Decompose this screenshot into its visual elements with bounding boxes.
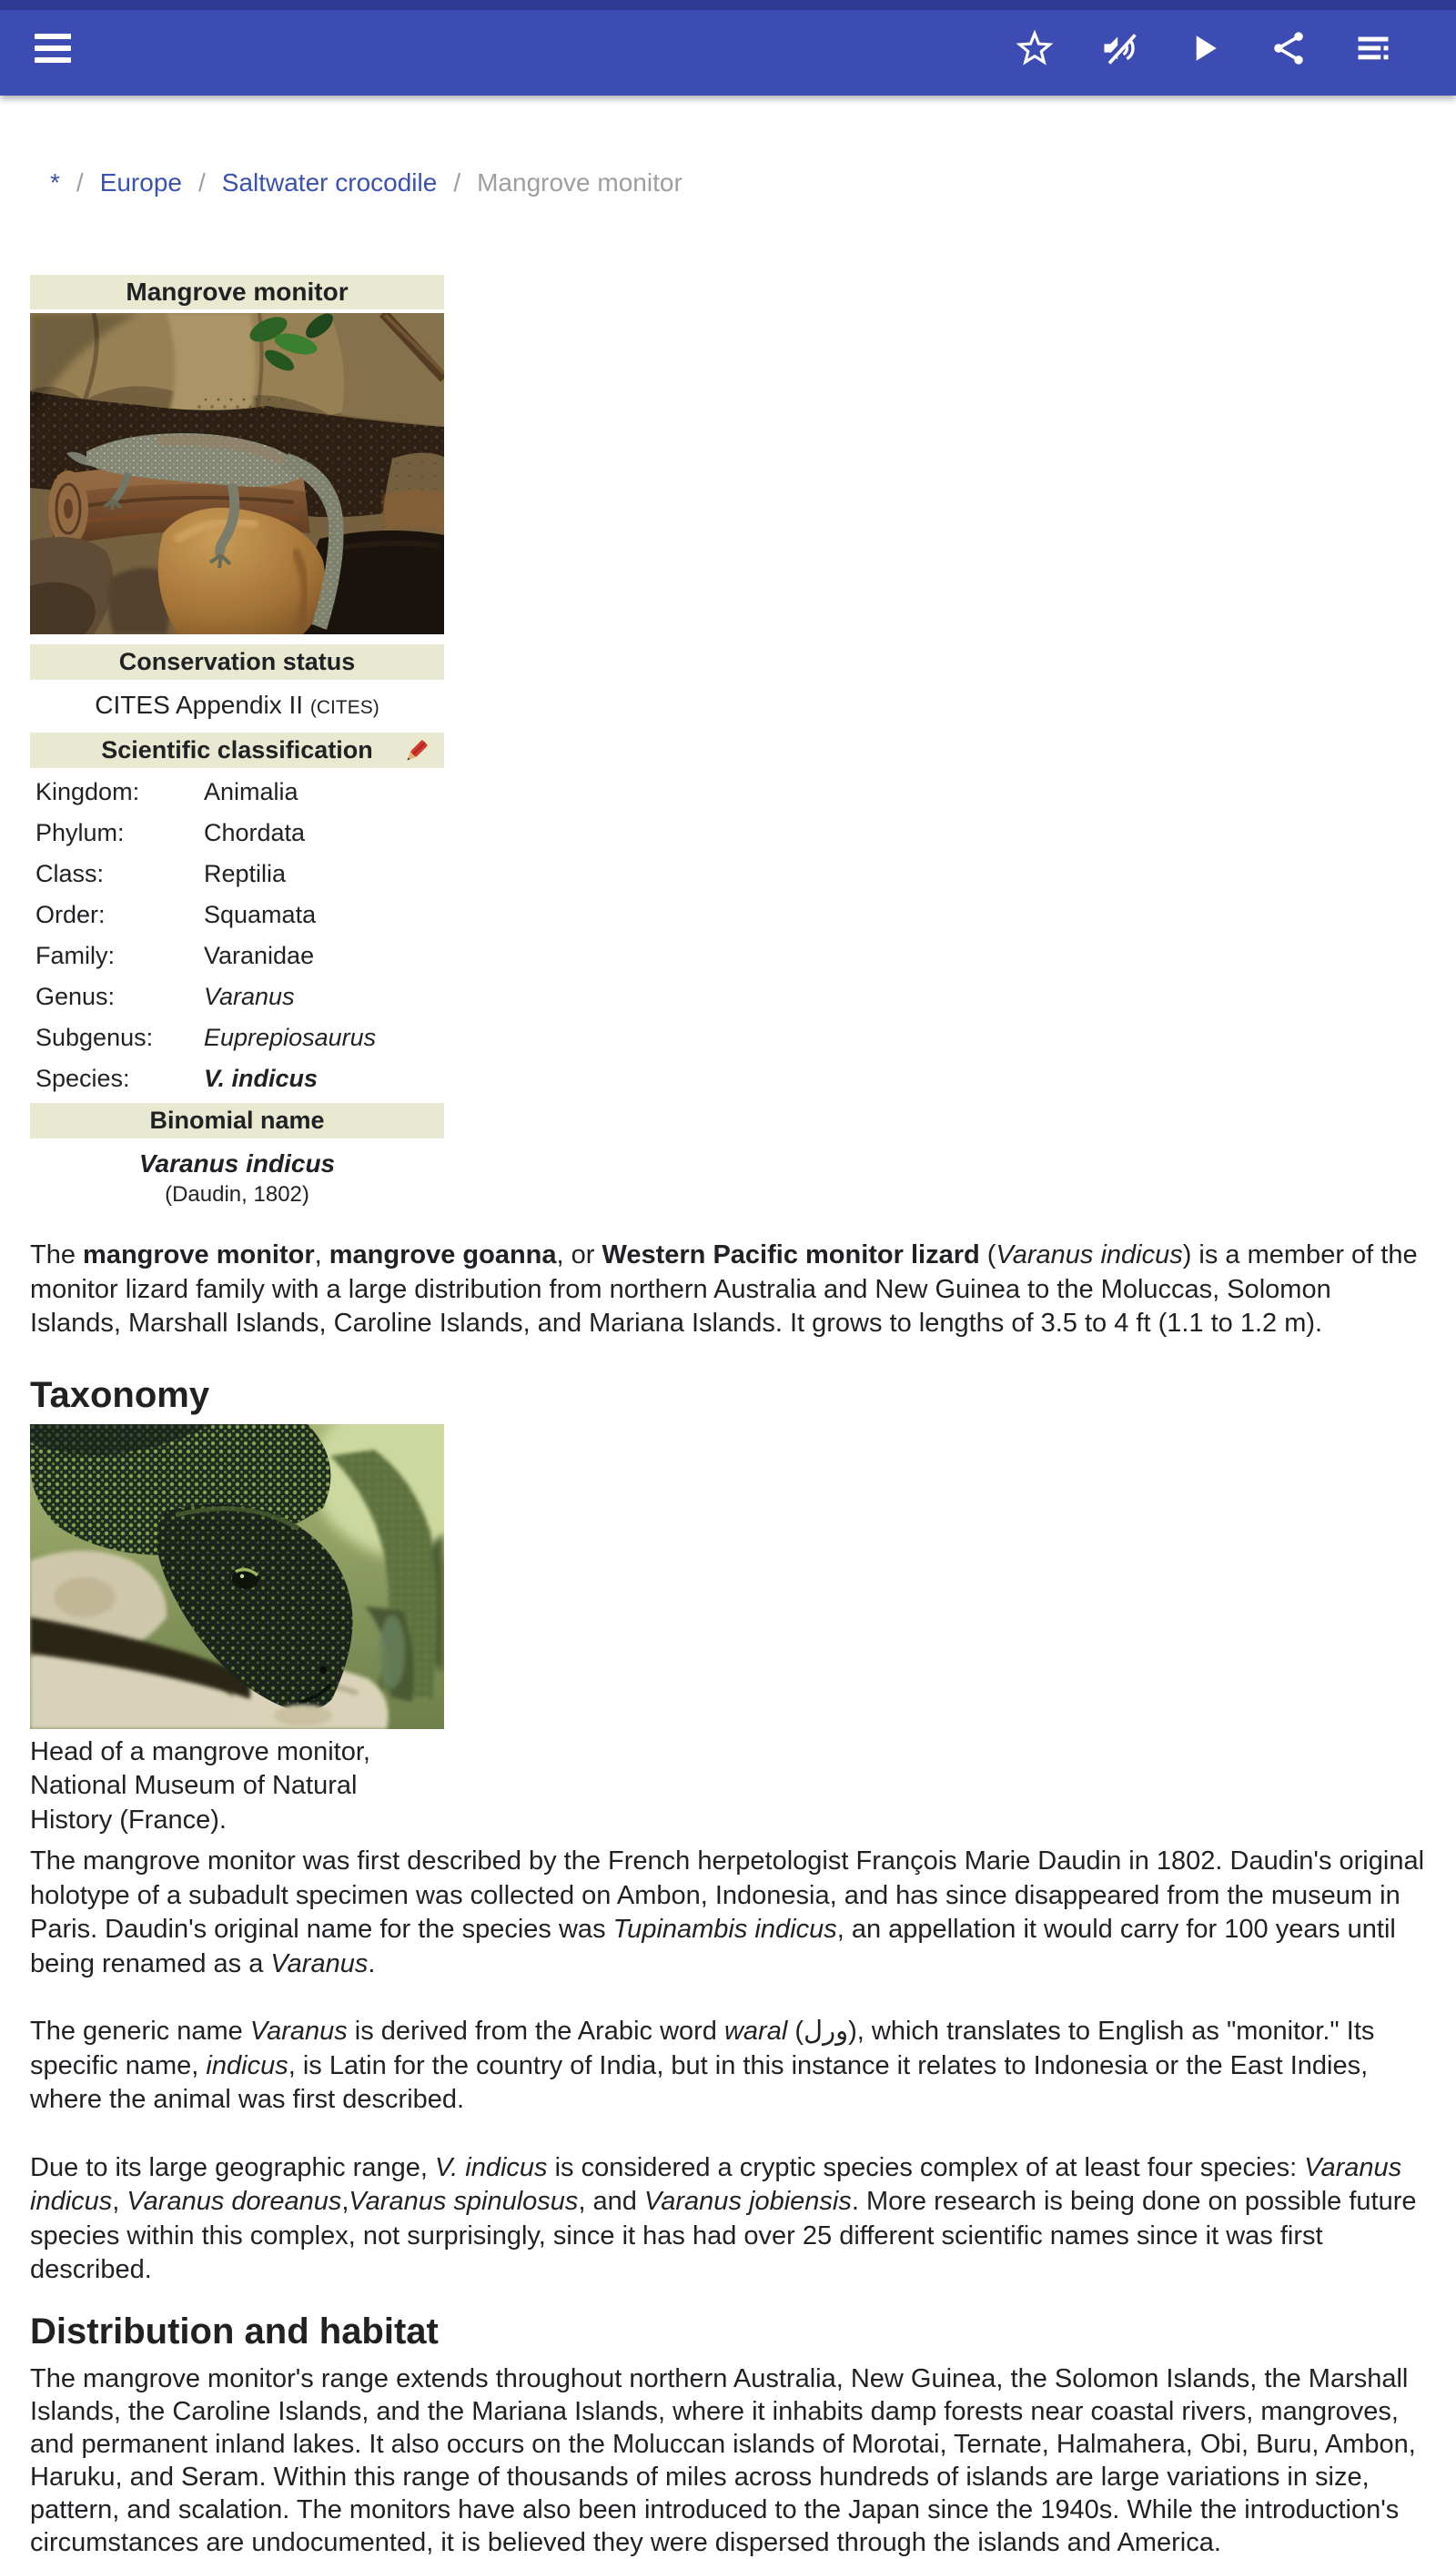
- volume-off-icon[interactable]: [1098, 27, 1140, 69]
- star-icon[interactable]: [1014, 27, 1056, 69]
- taxo-label: Class:: [35, 860, 105, 887]
- taxo-label: Genus:: [35, 983, 116, 1010]
- menu-icon[interactable]: [35, 21, 89, 76]
- lead-paragraph: The mangrove monitor, mangrove goanna, or Western Pacific monitor lizard (Varanus indicus) is a member of the monitor lizard family with a large distribution from northern Australia and New Guinea to the Moluccas, Solomon Islands, Marshall Islands, Caroline Islands, and Mariana Islands. It grows to lengths of 3.5 to 4 ft (1.1 to 1.2 m).: [30, 1240, 1418, 1338]
- classification-header-label: Scientific classification: [101, 736, 373, 764]
- section-heading-distribution: Distribution and habitat: [30, 2311, 439, 2352]
- taxo-value: V. indicus: [204, 1065, 318, 1092]
- taxonomy-row-order: [30, 895, 444, 936]
- species-infobox: [30, 275, 444, 1215]
- distribution-paragraph-1: The mangrove monitor's range extends throughout northern Australia, New Guinea, the Solomon Islands, the Marshall Islands, the Caroline Islands, and the Mariana Islands, where it inhabits damp forests near coastal rivers, mangroves, and permanent inland lakes. It also occurs on the Moluccan islands of Morotai, Ternate, Halmahera, Obi, Buru, Ambon, Haruku, and Seram. Within this range of thousands of miles across hundreds of islands are large variations in size, pattern, and scalation. The monitors have also been introduced to the Japan since the 1940s. While the introduction's circumstances are undocumented, it is believed they were dispersed through the islands and America.: [30, 2363, 1416, 2557]
- taxo-value: Varanidae: [204, 942, 315, 969]
- breadcrumb-link-root[interactable]: *: [50, 168, 60, 197]
- binomial-name: Varanus indicus: [138, 1149, 336, 1178]
- taxonomy-row-family: [30, 936, 444, 976]
- taxo-value: Euprepiosaurus: [204, 1024, 377, 1051]
- taxo-label: Phylum:: [35, 819, 125, 846]
- section-heading-taxonomy: Taxonomy: [30, 1374, 210, 1415]
- breadcrumb-current-page: Mangrove monitor: [477, 168, 682, 197]
- binomial-name-header: Binomial name: [30, 1103, 444, 1138]
- breadcrumb-separator: /: [197, 168, 206, 197]
- breadcrumb: [0, 96, 1456, 197]
- taxo-value: Reptilia: [204, 860, 287, 887]
- conservation-status-header: Conservation status: [30, 644, 444, 680]
- play-icon[interactable]: [1183, 27, 1225, 69]
- taxo-label: Kingdom:: [35, 778, 140, 805]
- taxonomy-image[interactable]: [30, 1424, 444, 1729]
- infobox-image[interactable]: [30, 313, 444, 641]
- taxonomy-row-kingdom: [30, 772, 444, 813]
- breadcrumb-link-europe[interactable]: Europe: [99, 168, 182, 197]
- taxo-value: Varanus: [204, 983, 295, 1010]
- taxo-label: Order:: [35, 901, 106, 928]
- image-caption: Head of a mangrove monitor, National Museum of Natural History (France).: [30, 1736, 370, 1835]
- taxonomy-row-species: [30, 1058, 444, 1099]
- taxo-label: Family:: [35, 942, 115, 969]
- breadcrumb-separator: /: [453, 168, 461, 197]
- taxo-value: Squamata: [204, 901, 317, 928]
- cites-note: (CITES): [309, 697, 379, 718]
- taxo-label: Species:: [35, 1065, 130, 1092]
- pencil-icon[interactable]: [400, 737, 431, 766]
- cites-status: CITES Appendix II: [95, 691, 310, 719]
- taxonomy-row-subgenus: [30, 1017, 444, 1058]
- taxo-value: Chordata: [204, 819, 306, 846]
- taxonomy-row-class: [30, 854, 444, 895]
- breadcrumb-link-saltwater-crocodile[interactable]: Saltwater crocodile: [221, 168, 438, 197]
- conservation-status-value: [30, 683, 444, 729]
- taxo-value: Animalia: [204, 778, 298, 805]
- scientific-classification-header: [30, 733, 444, 768]
- taxo-label: Subgenus:: [35, 1024, 154, 1051]
- taxonomy-paragraph-3: Due to its large geographic range, V. indicus is considered a cryptic species complex of at least four species: Varanus indicus, Varanus doreanus,Varanus spinulosus, and Varanus jobiensis. More research is being done on possible future species within this complex, not surprisingly, since it has had over 25 different scientific names since it was first described.: [30, 2152, 1417, 2284]
- taxonomy-row-phylum: [30, 813, 444, 854]
- taxonomy-paragraph-2: The generic name Varanus is derived from the Arabic word waral (ورل), which translates to English as "monitor." Its specific name, indicus, is Latin for the country of India, but in this instance it relates to Indonesia or the East Indies, where the animal was first described.: [30, 2017, 1375, 2114]
- toc-icon[interactable]: [1352, 27, 1394, 69]
- taxonomy-row-genus: [30, 976, 444, 1017]
- taxonomy-paragraph-1: The mangrove monitor was first described by the French herpetologist François Marie Daudin in 1802. Daudin's original holotype of a subadult specimen was collected on Ambon, Indonesia, and has since disappeared from the museum in Paris. Daudin's original name for the species was Tupinambis indicus, an appellation it would carry for 100 years until being renamed as a Varanus.: [30, 1846, 1425, 1978]
- share-icon[interactable]: [1268, 27, 1309, 69]
- breadcrumb-separator: /: [76, 168, 84, 197]
- app-bar: [0, 0, 1456, 96]
- article-body: [30, 1239, 1426, 2559]
- infobox-title: Mangrove monitor: [30, 275, 444, 309]
- binomial-authority: (Daudin, 1802): [165, 1182, 309, 1207]
